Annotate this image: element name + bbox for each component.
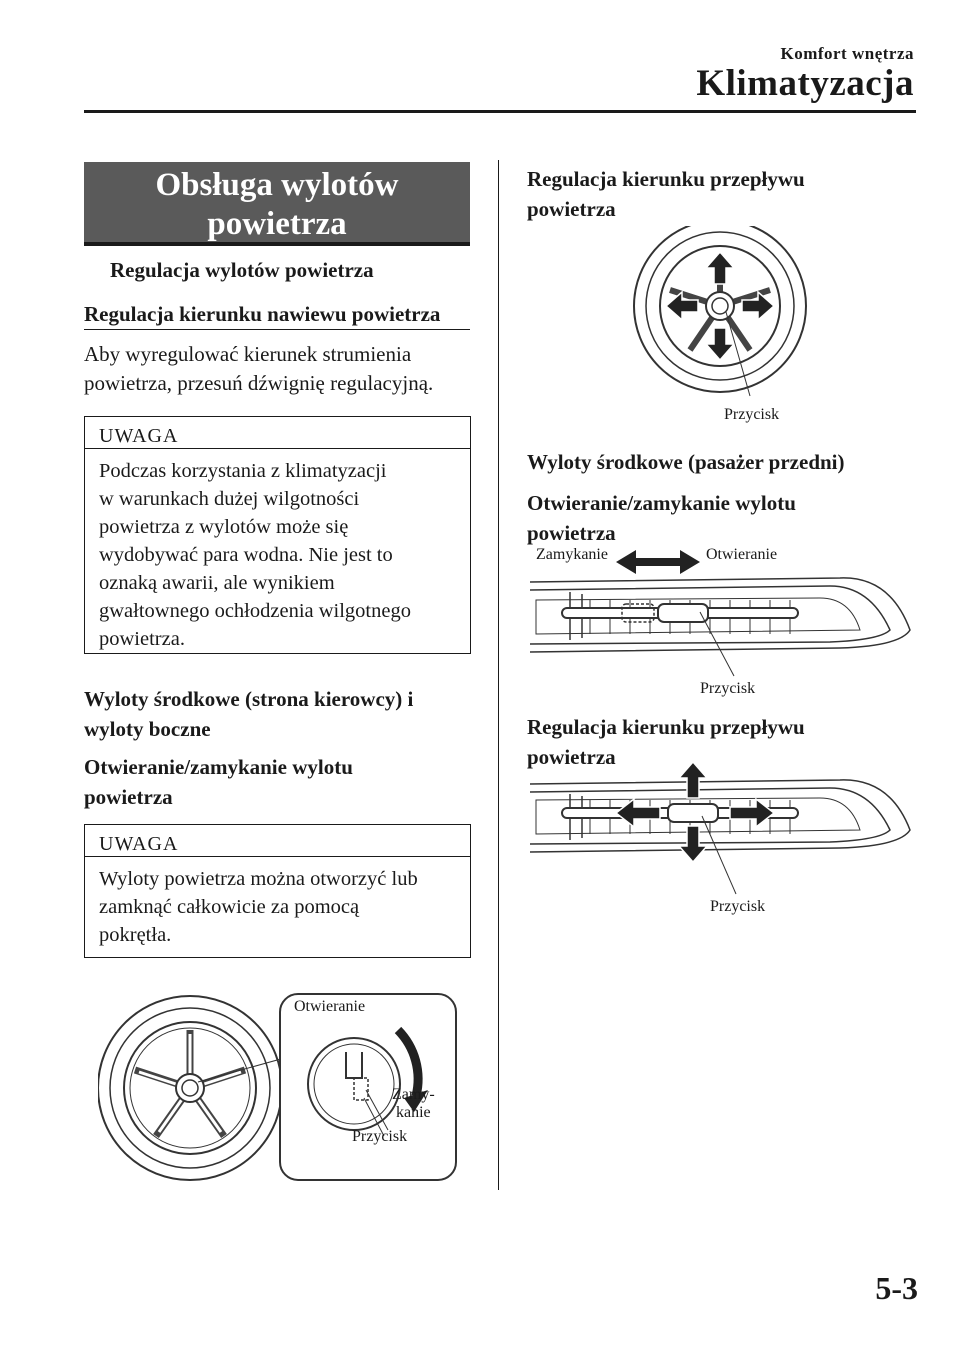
section-title: Regulacja wylotów powietrza bbox=[110, 258, 374, 282]
section-banner bbox=[84, 162, 470, 244]
round-vent-direction-figure bbox=[618, 226, 808, 406]
label-button: Przycisk bbox=[352, 1128, 408, 1145]
note-label: UWAGA bbox=[85, 825, 470, 857]
round-vent-illustration bbox=[98, 996, 282, 1180]
heading-line: powietrza bbox=[527, 521, 616, 545]
note-line: wydobywać para wodna. Nie jest to bbox=[99, 544, 393, 566]
arrow-right-icon bbox=[730, 799, 774, 827]
heading-line: Regulacja kierunku przepływu bbox=[527, 715, 805, 739]
heading-driver-outlets bbox=[84, 684, 413, 744]
heading-line: Otwieranie/zamykanie wylotu bbox=[84, 755, 353, 779]
heading-line: Wyloty środkowe (strona kierowcy) i bbox=[84, 687, 414, 711]
banner-line-2: powietrza bbox=[207, 206, 347, 242]
leader-line bbox=[702, 816, 736, 894]
heading-open-close bbox=[84, 752, 353, 812]
note-line: Podczas korzystania z klimatyzacji bbox=[99, 460, 387, 482]
label-open: Otwieranie bbox=[294, 998, 366, 1015]
banner-line-1: Obsługa wylotów bbox=[155, 167, 399, 203]
arrow-left-icon bbox=[616, 799, 660, 827]
chapter-title: Komfort wnętrza bbox=[780, 44, 914, 63]
intro-line-2: powietrza, przesuń dźwignię regulacyjną. bbox=[84, 371, 434, 395]
label-close bbox=[392, 1086, 435, 1122]
heading-line: powietrza bbox=[527, 745, 616, 769]
note-box-knob bbox=[84, 824, 471, 958]
arrow-down-icon bbox=[706, 328, 734, 360]
intro-paragraph bbox=[84, 340, 433, 398]
note-line: Wyloty powietrza można otworzyć lub bbox=[99, 868, 418, 890]
banner-underline bbox=[84, 242, 470, 246]
note-box-humidity bbox=[84, 416, 471, 654]
section-header-title: Klimatyzacja bbox=[696, 63, 914, 104]
slot-vent-direction-figure bbox=[530, 760, 920, 910]
heading-line: powietrza bbox=[84, 785, 173, 809]
heading-open-close-right bbox=[527, 488, 796, 548]
label-open: Otwieranie bbox=[706, 546, 778, 563]
subsection-title: Regulacja kierunku nawiewu powietrza bbox=[84, 302, 470, 330]
slot-vent-illustration bbox=[530, 578, 910, 652]
leader-line bbox=[700, 612, 734, 676]
note-line: powietrza z wylotów może się bbox=[99, 516, 349, 538]
open-close-arrow-icon bbox=[616, 550, 700, 574]
intro-line-1: Aby wyregulować kierunek strumienia bbox=[84, 342, 412, 366]
arrow-up-icon bbox=[706, 252, 734, 284]
arrow-down-icon bbox=[679, 826, 707, 862]
note-body bbox=[85, 857, 470, 957]
arrow-up-icon bbox=[679, 762, 707, 798]
label-button: Przycisk bbox=[710, 898, 766, 915]
note-line: pokrętła. bbox=[99, 924, 172, 946]
note-body bbox=[85, 449, 470, 661]
column-divider bbox=[498, 160, 499, 1190]
label-button: Przycisk bbox=[724, 406, 780, 423]
label-button: Przycisk bbox=[700, 680, 756, 697]
note-label: UWAGA bbox=[85, 417, 470, 449]
heading-line: Regulacja kierunku przepływu bbox=[527, 167, 805, 191]
label-close: Zamykanie bbox=[536, 546, 608, 563]
note-line: gwałtownego ochłodzenia wilgotnego bbox=[99, 600, 411, 622]
slot-vent-illustration bbox=[530, 780, 910, 852]
note-line: w warunkach dużej wilgotności bbox=[99, 488, 360, 510]
note-line: powietrza. bbox=[99, 628, 185, 650]
page-number: 5-3 bbox=[875, 1270, 918, 1306]
heading-passenger-outlets: Wyloty środkowe (pasażer przedni) bbox=[527, 450, 845, 474]
heading-flow-direction-1 bbox=[527, 164, 805, 224]
heading-line: powietrza bbox=[527, 197, 616, 221]
heading-line: Otwieranie/zamykanie wylotu bbox=[527, 491, 796, 515]
header-rule bbox=[84, 110, 916, 113]
heading-line: wyloty boczne bbox=[84, 717, 211, 741]
label-close-line-2: kanie bbox=[396, 1104, 431, 1121]
label-close-line-1: Zamy- bbox=[392, 1086, 435, 1103]
note-line: oznaką awarii, ale wynikiem bbox=[99, 572, 335, 594]
note-line: zamknąć całkowicie za pomocą bbox=[99, 896, 360, 918]
leader-line bbox=[726, 312, 750, 396]
